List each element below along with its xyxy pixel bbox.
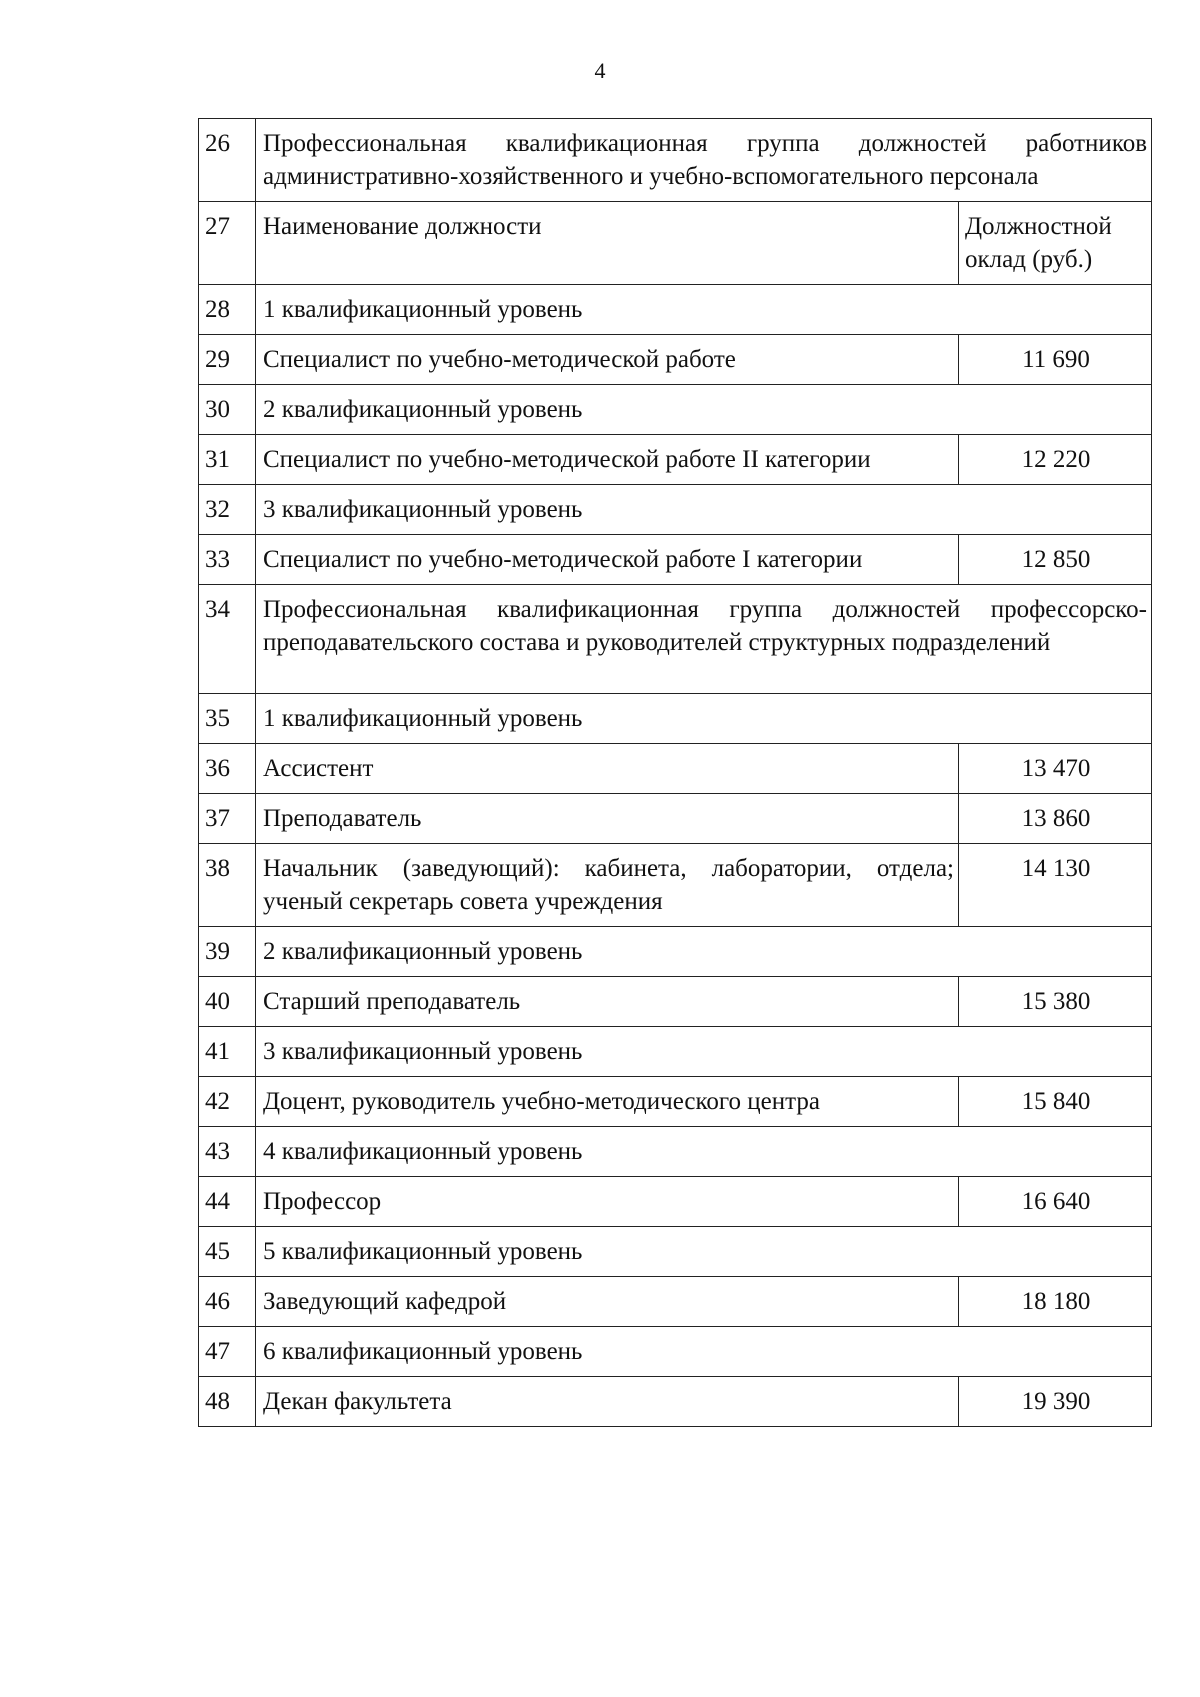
row-number: 27 bbox=[199, 202, 256, 285]
row-number: 42 bbox=[199, 1077, 256, 1127]
row-number: 38 bbox=[199, 844, 256, 927]
position-name: Специалист по учебно-методической работе I категории bbox=[256, 535, 959, 585]
qualification-level: 4 квалификационный уровень bbox=[256, 1127, 1152, 1177]
qualification-level: 2 квалификационный уровень bbox=[256, 385, 1152, 435]
group-title: Профессиональная квалификационная группа должностей работников административно-хозяйственного и учебно-вспомогательного персонала bbox=[256, 119, 1152, 202]
position-name: Доцент, руководитель учебно-методического центра bbox=[256, 1077, 959, 1127]
position-name: Преподаватель bbox=[256, 794, 959, 844]
position-name: Специалист по учебно-методической работе II категории bbox=[256, 435, 959, 485]
table-row bbox=[199, 385, 1152, 435]
row-number: 44 bbox=[199, 1177, 256, 1227]
table-row bbox=[199, 585, 1152, 694]
table-row bbox=[199, 844, 1152, 927]
column-header-position: Наименование должности bbox=[256, 202, 959, 285]
salary-value: 19 390 bbox=[959, 1377, 1152, 1427]
row-number: 37 bbox=[199, 794, 256, 844]
salary-value: 13 470 bbox=[959, 744, 1152, 794]
qualification-level: 6 квалификационный уровень bbox=[256, 1327, 1152, 1377]
position-name: Ассистент bbox=[256, 744, 959, 794]
row-number: 48 bbox=[199, 1377, 256, 1427]
table-row bbox=[199, 202, 1152, 285]
salary-value: 15 840 bbox=[959, 1077, 1152, 1127]
table-row bbox=[199, 1127, 1152, 1177]
salary-table-body bbox=[199, 119, 1152, 1427]
table-row bbox=[199, 335, 1152, 385]
table-row bbox=[199, 977, 1152, 1027]
table-row bbox=[199, 794, 1152, 844]
table-row bbox=[199, 435, 1152, 485]
row-number: 36 bbox=[199, 744, 256, 794]
row-number: 45 bbox=[199, 1227, 256, 1277]
row-number: 43 bbox=[199, 1127, 256, 1177]
group-title: Профессиональная квалификационная группа должностей профессорско-преподавательского состава и руководителей структурных подразделений bbox=[256, 585, 1152, 694]
row-number: 47 bbox=[199, 1327, 256, 1377]
qualification-level: 2 квалификационный уровень bbox=[256, 927, 1152, 977]
row-number: 39 bbox=[199, 927, 256, 977]
qualification-level: 3 квалификационный уровень bbox=[256, 1027, 1152, 1077]
salary-table bbox=[198, 118, 1152, 1427]
row-number: 41 bbox=[199, 1027, 256, 1077]
page-number: 4 bbox=[594, 58, 606, 83]
row-number: 32 bbox=[199, 485, 256, 535]
salary-value: 13 860 bbox=[959, 794, 1152, 844]
table-row bbox=[199, 1377, 1152, 1427]
table-row bbox=[199, 1177, 1152, 1227]
position-name: Специалист по учебно-методической работе bbox=[256, 335, 959, 385]
qualification-level: 1 квалификационный уровень bbox=[256, 694, 1152, 744]
table-row bbox=[199, 1027, 1152, 1077]
salary-value: 18 180 bbox=[959, 1277, 1152, 1327]
table-row bbox=[199, 744, 1152, 794]
position-name: Профессор bbox=[256, 1177, 959, 1227]
table-row bbox=[199, 1277, 1152, 1327]
table-row bbox=[199, 1327, 1152, 1377]
row-number: 46 bbox=[199, 1277, 256, 1327]
row-number: 40 bbox=[199, 977, 256, 1027]
row-number: 30 bbox=[199, 385, 256, 435]
row-number: 31 bbox=[199, 435, 256, 485]
salary-value: 15 380 bbox=[959, 977, 1152, 1027]
row-number: 28 bbox=[199, 285, 256, 335]
position-name: Заведующий кафедрой bbox=[256, 1277, 959, 1327]
table-row bbox=[199, 119, 1152, 202]
salary-value: 12 850 bbox=[959, 535, 1152, 585]
position-name: Начальник (заведующий): кабинета, лаборатории, отдела; ученый секретарь совета учреждения bbox=[256, 844, 959, 927]
salary-value: 12 220 bbox=[959, 435, 1152, 485]
table-row bbox=[199, 535, 1152, 585]
qualification-level: 1 квалификационный уровень bbox=[256, 285, 1152, 335]
row-number: 33 bbox=[199, 535, 256, 585]
qualification-level: 5 квалификационный уровень bbox=[256, 1227, 1152, 1277]
salary-value: 14 130 bbox=[959, 844, 1152, 927]
table-row bbox=[199, 927, 1152, 977]
row-number: 35 bbox=[199, 694, 256, 744]
salary-value: 11 690 bbox=[959, 335, 1152, 385]
qualification-level: 3 квалификационный уровень bbox=[256, 485, 1152, 535]
table-row bbox=[199, 285, 1152, 335]
table-row bbox=[199, 694, 1152, 744]
position-name: Старший преподаватель bbox=[256, 977, 959, 1027]
salary-value: 16 640 bbox=[959, 1177, 1152, 1227]
column-header-salary: Должностной оклад (руб.) bbox=[959, 202, 1152, 285]
row-number: 26 bbox=[199, 119, 256, 202]
table-row bbox=[199, 1077, 1152, 1127]
row-number: 34 bbox=[199, 585, 256, 694]
table-row bbox=[199, 485, 1152, 535]
table-row bbox=[199, 1227, 1152, 1277]
position-name: Декан факультета bbox=[256, 1377, 959, 1427]
row-number: 29 bbox=[199, 335, 256, 385]
